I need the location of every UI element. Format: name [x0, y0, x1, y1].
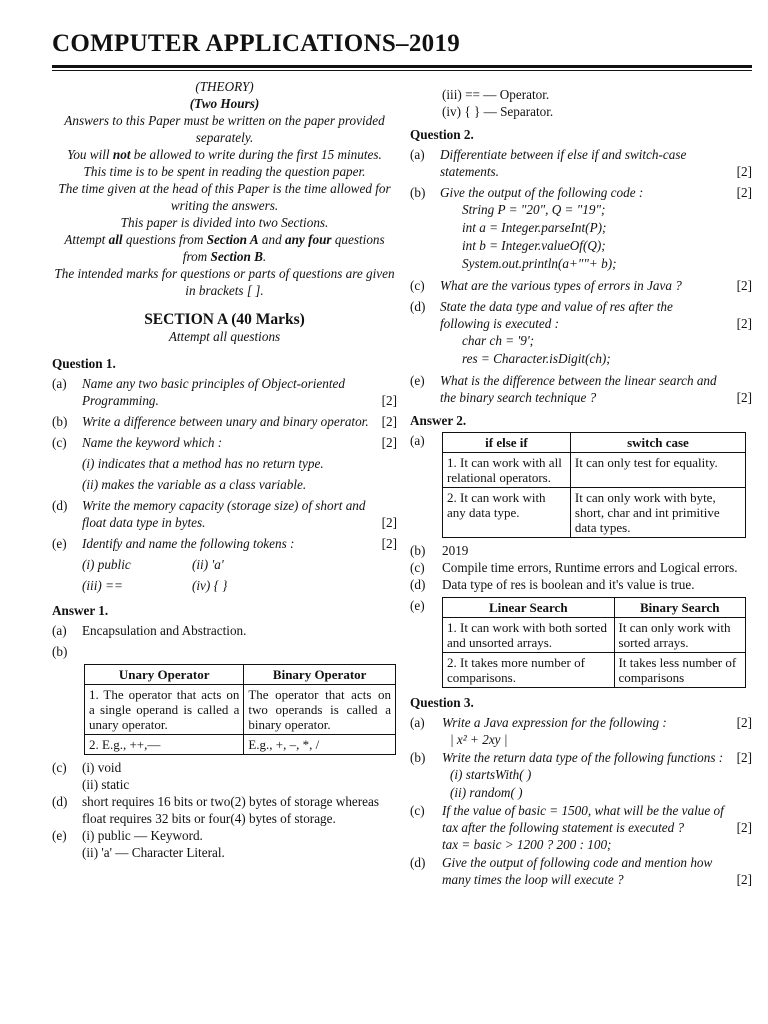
table-cell: 2. E.g., ++,–– — [85, 735, 244, 755]
operator-table — [84, 664, 396, 755]
question-item: (e) Identify and name the following tokens : [2] — [52, 536, 397, 551]
instruction-line: This time is to be spent in reading the question paper. — [83, 164, 366, 179]
answer-item: (e) Linear Search Binary Search 1. It can work with both sorted and unsorted arrays. It can only work with sorted arrays. 2. It takes more number of comparisons. It takes less number of comparisons — [410, 597, 752, 688]
answer-item: (a) Encapsulation and Abstraction. — [52, 623, 247, 638]
code-line: String P = "20", Q = "19"; — [462, 202, 606, 217]
section-heading: SECTION A (40 Marks) — [144, 311, 305, 328]
if-switch-table — [442, 432, 746, 538]
question-subitem: (i) startsWith( ) — [450, 767, 532, 782]
question-heading: Question 3. — [410, 695, 474, 710]
answer-item: (b) 2019 — [410, 543, 469, 558]
answer-heading: Answer 2. — [410, 413, 467, 428]
question-subitem: (ii) random( ) — [450, 785, 523, 800]
question-item: (c) If the value of basic = 1500, what will be the value of tax after the following statement is executed ? [2] — [410, 803, 752, 835]
question-subitem: (ii) makes the variable as a class variable. — [82, 477, 307, 492]
question-item: (b) Write a difference between unary and binary operator. [2] — [52, 414, 397, 429]
answer-subitem: (iii) == — Operator. — [442, 87, 550, 102]
code-line: System.out.println(a+""+ b); — [462, 256, 617, 271]
answer-subitem: (ii) static — [82, 777, 130, 792]
title-rule-thin — [52, 70, 752, 71]
question-subitem: (i) indicates that a method has no return type. — [82, 456, 324, 471]
answer-item: (d) Data type of res is boolean and it's value is true. — [410, 577, 695, 592]
answer-subitem: (iv) { } — Separator. — [442, 104, 554, 119]
question-item: (e) What is the difference between the linear search and the binary search technique ? [2] — [410, 373, 752, 405]
code-line: int b = Integer.valueOf(Q); — [462, 238, 606, 253]
question-heading: Question 2. — [410, 127, 474, 142]
token-row: (iii) == (iv) { } — [82, 578, 228, 593]
question-item: (d) Write the memory capacity (storage size) of short and float data type in bytes. [2] — [52, 498, 397, 530]
answer-item: (a) if else if switch case 1. It can work with all relational operators. It can only test for equality. 2. It can work with any data type. It can only work with byte, short, char and int primitive data types. — [410, 432, 752, 538]
instruction-line: This paper is divided into two Sections. — [120, 215, 329, 230]
answer-heading: Answer 1. — [52, 603, 109, 618]
page-title: COMPUTER APPLICATIONS–2019 — [52, 30, 461, 57]
instruction-line: Attempt all questions from Section A and any four questions from Section B. — [64, 232, 385, 264]
answer-item: (e) (i) public — Keyword. — [52, 828, 203, 843]
table-cell: It can only test for equality. — [570, 453, 745, 488]
table-header: if else if — [443, 433, 571, 453]
instruction-line: Answers to this Paper must be written on the paper provided separately. — [64, 113, 385, 145]
instruction-line: The time given at the head of this Paper is the time allowed for writing the answers. — [58, 181, 391, 213]
title-rule-thick — [52, 65, 752, 68]
left-column — [52, 78, 397, 861]
table-cell: E.g., +, –, *, / — [244, 735, 396, 755]
code-line: tax = basic > 1200 ? 200 : 100; — [442, 837, 612, 852]
answer-item: (b) — [52, 644, 68, 659]
instruction-line: The intended marks for questions or parts of questions are given in brackets [ ]. — [54, 266, 395, 298]
table-header: Unary Operator — [85, 665, 244, 685]
answer-item: (d) short requires 16 bits or two(2) bytes of storage whereas float requires 32 bits or four(4) bytes of storage. — [52, 794, 380, 826]
question-item: (a) Write a Java expression for the following : [2] — [410, 715, 752, 730]
table-header: switch case — [570, 433, 745, 453]
section-subheading: Attempt all questions — [168, 329, 281, 344]
question-item: (a) Differentiate between if else if and switch-case statements. [2] — [410, 147, 752, 179]
question-item: (b) Give the output of the following code : [2] — [410, 185, 752, 200]
question-item: (d) Give the output of following code and mention how many times the loop will execute ? [2] — [410, 855, 752, 887]
table-cell: 1. It can work with all relational operators. — [443, 453, 571, 488]
table-cell: 2. It takes more number of comparisons. — [443, 653, 615, 688]
table-cell: It takes less number of comparisons — [614, 653, 745, 688]
math-expression: | x² + 2xy | — [450, 732, 508, 747]
question-item: (d) State the data type and value of res after the following is executed : [2] — [410, 299, 752, 331]
answer-subitem: (ii) 'a' — Character Literal. — [82, 845, 225, 860]
question-item: (c) Name the keyword which : [2] — [52, 435, 397, 450]
code-line: res = Character.isDigit(ch); — [462, 351, 611, 366]
table-cell: It can only work with byte, short, char and int primitive data types. — [570, 488, 745, 538]
question-heading: Question 1. — [52, 356, 116, 371]
question-item: (a) Name any two basic principles of Object-oriented Programming. [2] — [52, 376, 397, 408]
table-header: Binary Search — [614, 598, 745, 618]
search-table — [442, 597, 746, 688]
token-row: (i) public (ii) 'a' — [82, 557, 224, 572]
question-item: (b) Write the return data type of the following functions : [2] — [410, 750, 752, 765]
answer-item: (c) Compile time errors, Runtime errors and Logical errors. — [410, 560, 738, 575]
instruction-line: You will not be allowed to write during the first 15 minutes. — [67, 147, 382, 162]
table-header: Binary Operator — [244, 665, 396, 685]
question-item: (c) What are the various types of errors in Java ? [2] — [410, 278, 752, 293]
table-cell: The operator that acts on two operands is called a binary operator. — [244, 685, 396, 735]
answer-item: (c) (i) void — [52, 760, 122, 775]
code-line: char ch = '9'; — [462, 333, 535, 348]
table-cell: 1. The operator that acts on a single operand is called a unary operator. — [85, 685, 244, 735]
right-column — [410, 86, 752, 888]
code-line: int a = Integer.parseInt(P); — [462, 220, 607, 235]
duration-label: (Two Hours) — [189, 96, 260, 111]
table-cell: 1. It can work with both sorted and unsorted arrays. — [443, 618, 615, 653]
theory-label: (THEORY) — [195, 79, 254, 94]
table-cell: It can only work with sorted arrays. — [614, 618, 745, 653]
table-header: Linear Search — [443, 598, 615, 618]
table-cell: 2. It can work with any data type. — [443, 488, 571, 538]
